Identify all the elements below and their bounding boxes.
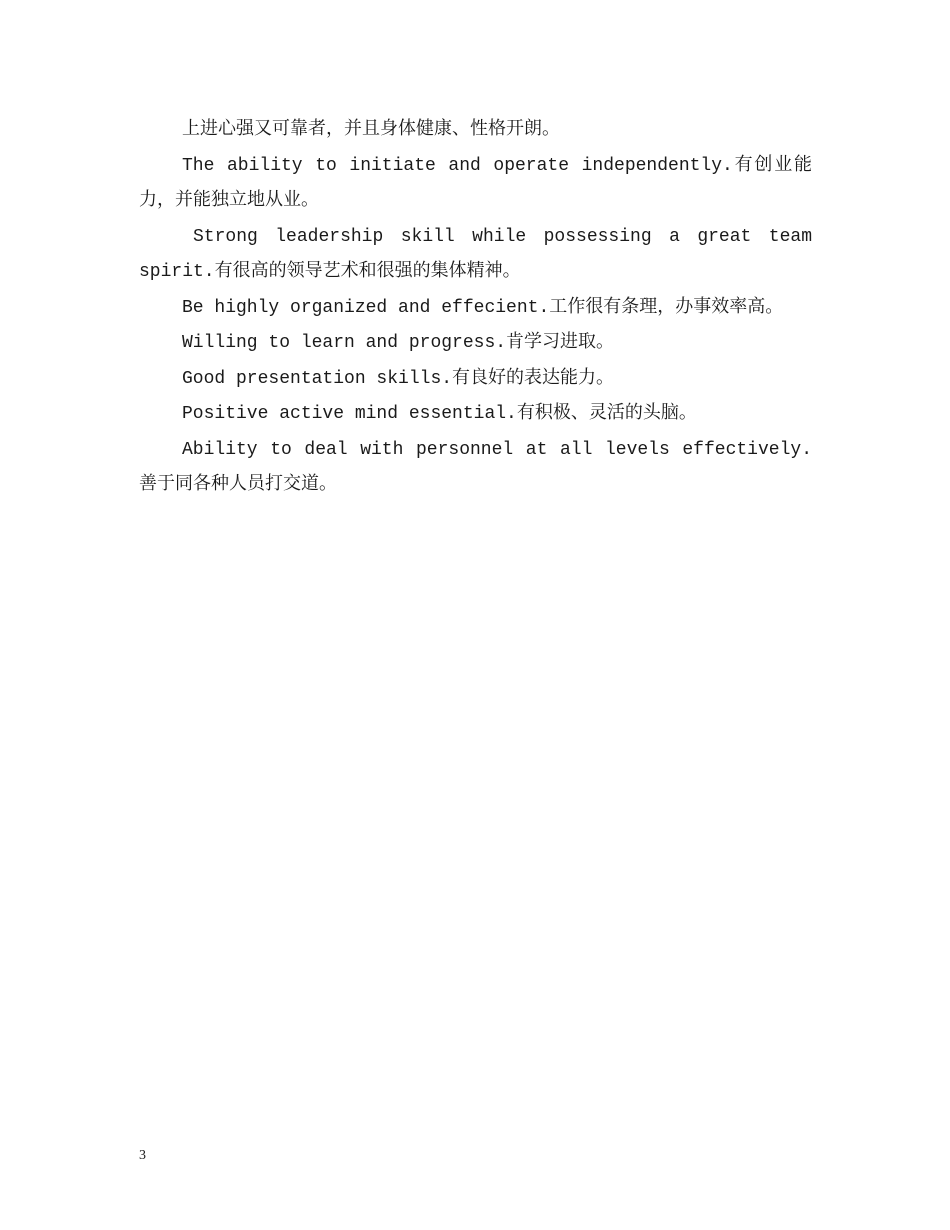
paragraph-willing-to-learn: Willing to learn and progress.肯学习进取。 (182, 333, 615, 353)
page-number: 3 (139, 1148, 146, 1163)
paragraph-deal-with-personnel: Ability to deal with personnel at all levels effectively.善于同各种人员打交道。 (139, 439, 812, 495)
paragraph-presentation-skills: Good presentation skills.有良好的表达能力。 (182, 368, 615, 389)
paragraph-initiate-independently: The ability to initiate and operate independently.有创业能力，并能独立地从业。 (139, 155, 812, 211)
paragraph-organized-efficient: Be highly organized and effecient.工作很有条理，办事效率高。 (182, 297, 784, 318)
paragraph-positive-mind: Positive active mind essential.有积极、灵活的头脑。 (182, 404, 697, 424)
paragraph-progressive-reliable: 上进心强又可靠者，并且身体健康、性格开朗。 (182, 120, 560, 140)
paragraph-leadership-team-spirit: Strong leadership skill while possessing a great team spirit.有很高的领导艺术和很强的集体精神。 (139, 226, 812, 282)
document-body (139, 113, 812, 504)
